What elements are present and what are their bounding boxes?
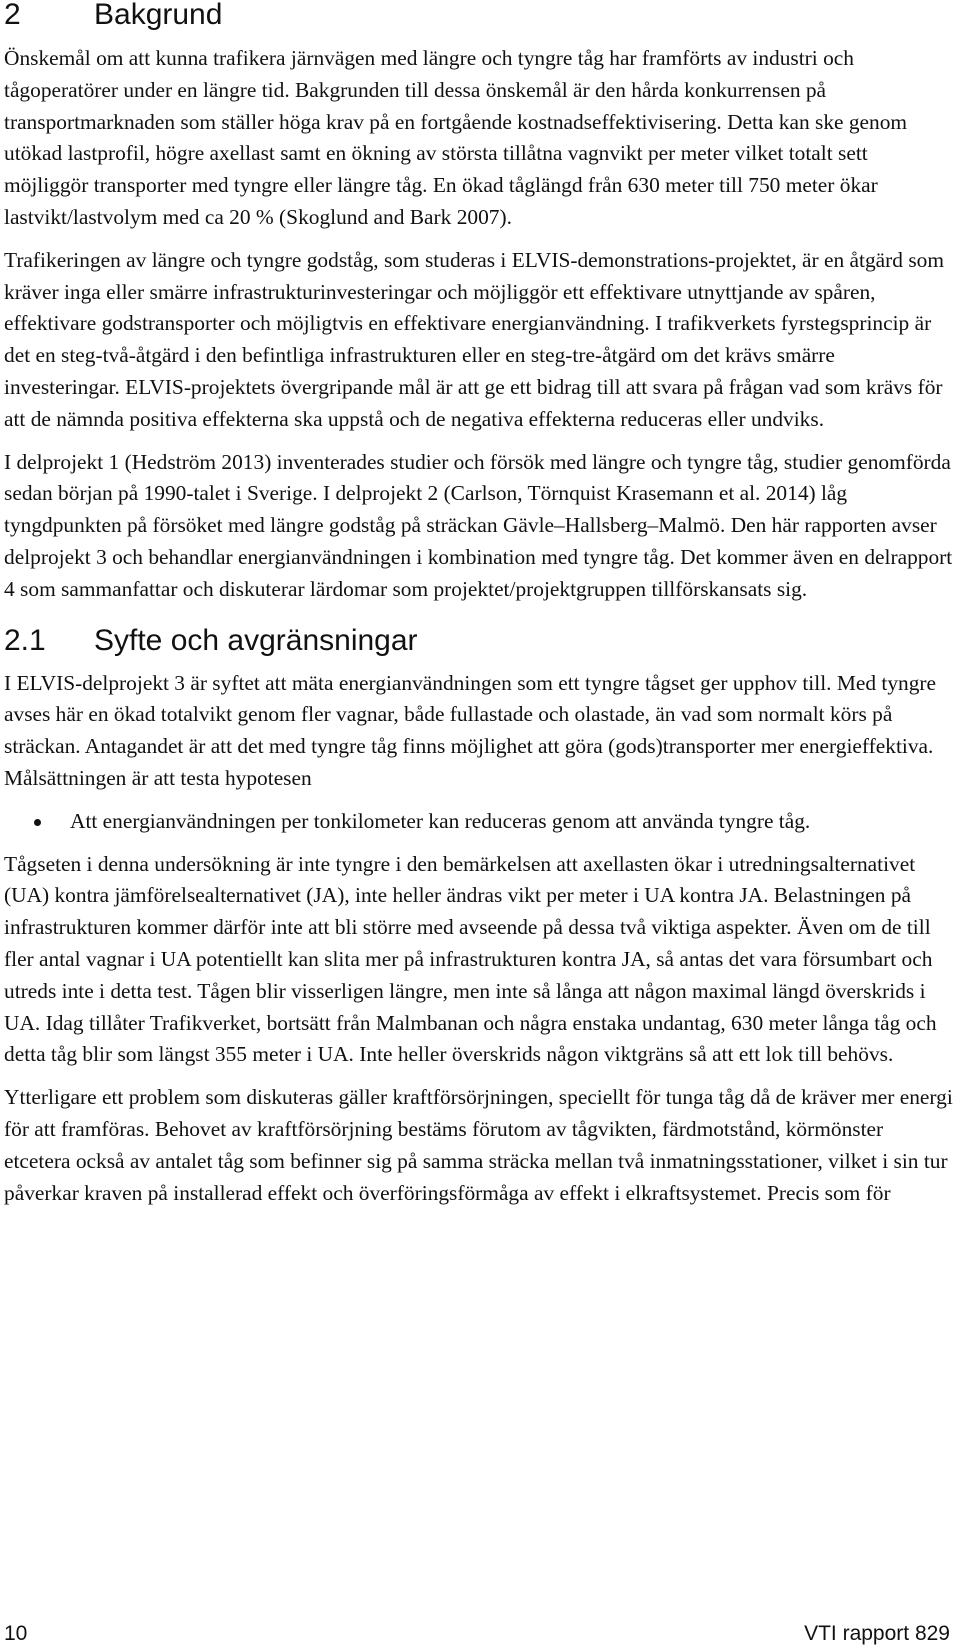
subsection-number: 2.1 [4, 623, 46, 657]
subsection-heading [4, 624, 954, 658]
bullet-icon [34, 819, 41, 826]
body-paragraph: Trafikeringen av längre och tyngre godståg, som studeras i ELVIS-demonstrations-projektet, är en åtgärd som kräver inga eller smärre infrastrukturinvesteringar och möjliggör ett effektivare utnyttjande av spåren, effektivare godstransporter och möjligtvis en effektivare energianvändning. I trafikverkets fyrstegsprincip är det en steg-två-åtgärd i den befintliga infrastrukturen eller en steg-tre-åtgärd om det krävs smärre investeringar. ELVIS-projektets övergripande mål är att ge ett bidrag till att svara på frågan vad som krävs för att de nämnda positiva effekterna ska uppstå och de negativa effekterna reduceras eller undviks. [4, 247, 944, 431]
page-footer [4, 1620, 950, 1648]
section-heading [4, 0, 954, 32]
report-name: VTI rapport 829 [804, 1622, 950, 1645]
body-paragraph: Tågseten i denna undersökning är inte tyngre i den bemärkelsen att axellasten ökar i utredningsalternativet (UA) kontra jämförelsealternativet (JA), inte heller ändras vikt per meter i UA kontra JA. Belastningen på infrastrukturen kommer därför inte att bli större med avseende på dessa två viktiga aspekter. Även om de till fler antal vagnar i UA potentiellt kan slita mer på infrastrukturen kontra JA, så antas det vara försumbart och utreds inte i detta test. Tågen blir visserligen längre, men inte så långa att någon maximal längd överskrids i UA. Idag tillåter Trafikverket, bortsätt från Malmbanan och några enstaka undantag, 630 meter långa tåg och detta tåg blir som längst 355 meter i UA. Inte heller överskrids någon viktgräns så att ett lok till behövs. [4, 851, 937, 1067]
body-paragraph: I delprojekt 1 (Hedström 2013) inventerades studier och försök med längre och tyngre tåg, studier genomförda sedan början på 1990-talet i Sverige. I delprojekt 2 (Carlson, Törnquist Krasemann et al. 2014) låg tyngdpunkten på försöket med längre godståg på sträckan Gävle–Hallsberg–Malmö. Den här rapporten avser delprojekt 3 och behandlar energianvändningen i kombination med tyngre tåg. Det kommer även en delrapport 4 som sammanfattar och diskuterar lärdomar som projektet/projektgruppen tillförskansats sig. [4, 449, 953, 601]
page-number: 10 [4, 1622, 28, 1645]
section-title: Bakgrund [94, 0, 223, 31]
bullet-list [4, 806, 954, 838]
subsection-title: Syfte och avgränsningar [94, 623, 418, 657]
section-number: 2 [4, 0, 21, 31]
bullet-text: Att energianvändningen per tonkilometer kan reduceras genom att använda tyngre tåg. [70, 808, 811, 833]
body-paragraph: I ELVIS-delprojekt 3 är syftet att mäta energianvändningen som ett tyngre tågset ger upphov till. Med tyngre avses här en ökad totalvikt genom fler vagnar, både fullastade och olastade, än vad som normalt körs på sträckan. Antagandet är att det med tyngre tåg finns möjlighet att göra (gods)transporter mer energieffektiva. Målsättningen är att testa hypotesen [4, 670, 937, 790]
bullet-item [4, 806, 954, 838]
body-paragraph: Ytterligare ett problem som diskuteras gäller kraftförsörjningen, speciellt för tunga tåg då de kräver mer energi för att framföras. Behovet av kraftförsörjning bestäms förutom av tågvikten, färdmotstånd, körmönster etcetera också av antalet tåg som befinner sig på samma sträcka mellan två inmatningsstationer, vilket i sin tur påverkar kraven på installerad effekt och överföringsförmåga av effekt i elkraftsystemet. Precis som för [4, 1085, 953, 1205]
body-paragraph: Önskemål om att kunna trafikera järnvägen med längre och tyngre tåg har framförts av industri och tågoperatörer under en längre tid. Bakgrunden till dessa önskemål är den hårda konkurrensen på transportmarknaden som ställer höga krav på en fortgående kostnadseffektivisering. Detta kan ske genom utökad lastprofil, högre axellast samt en ökning av största tillåtna vagnvikt per meter vilket totalt sett möjliggör transporter med tyngre eller längre tåg. En ökad tåglängd från 630 meter till 750 meter ökar lastvikt/lastvolym med ca 20 % (Skoglund and Bark 2007). [4, 46, 908, 229]
page-content [4, 0, 954, 1220]
